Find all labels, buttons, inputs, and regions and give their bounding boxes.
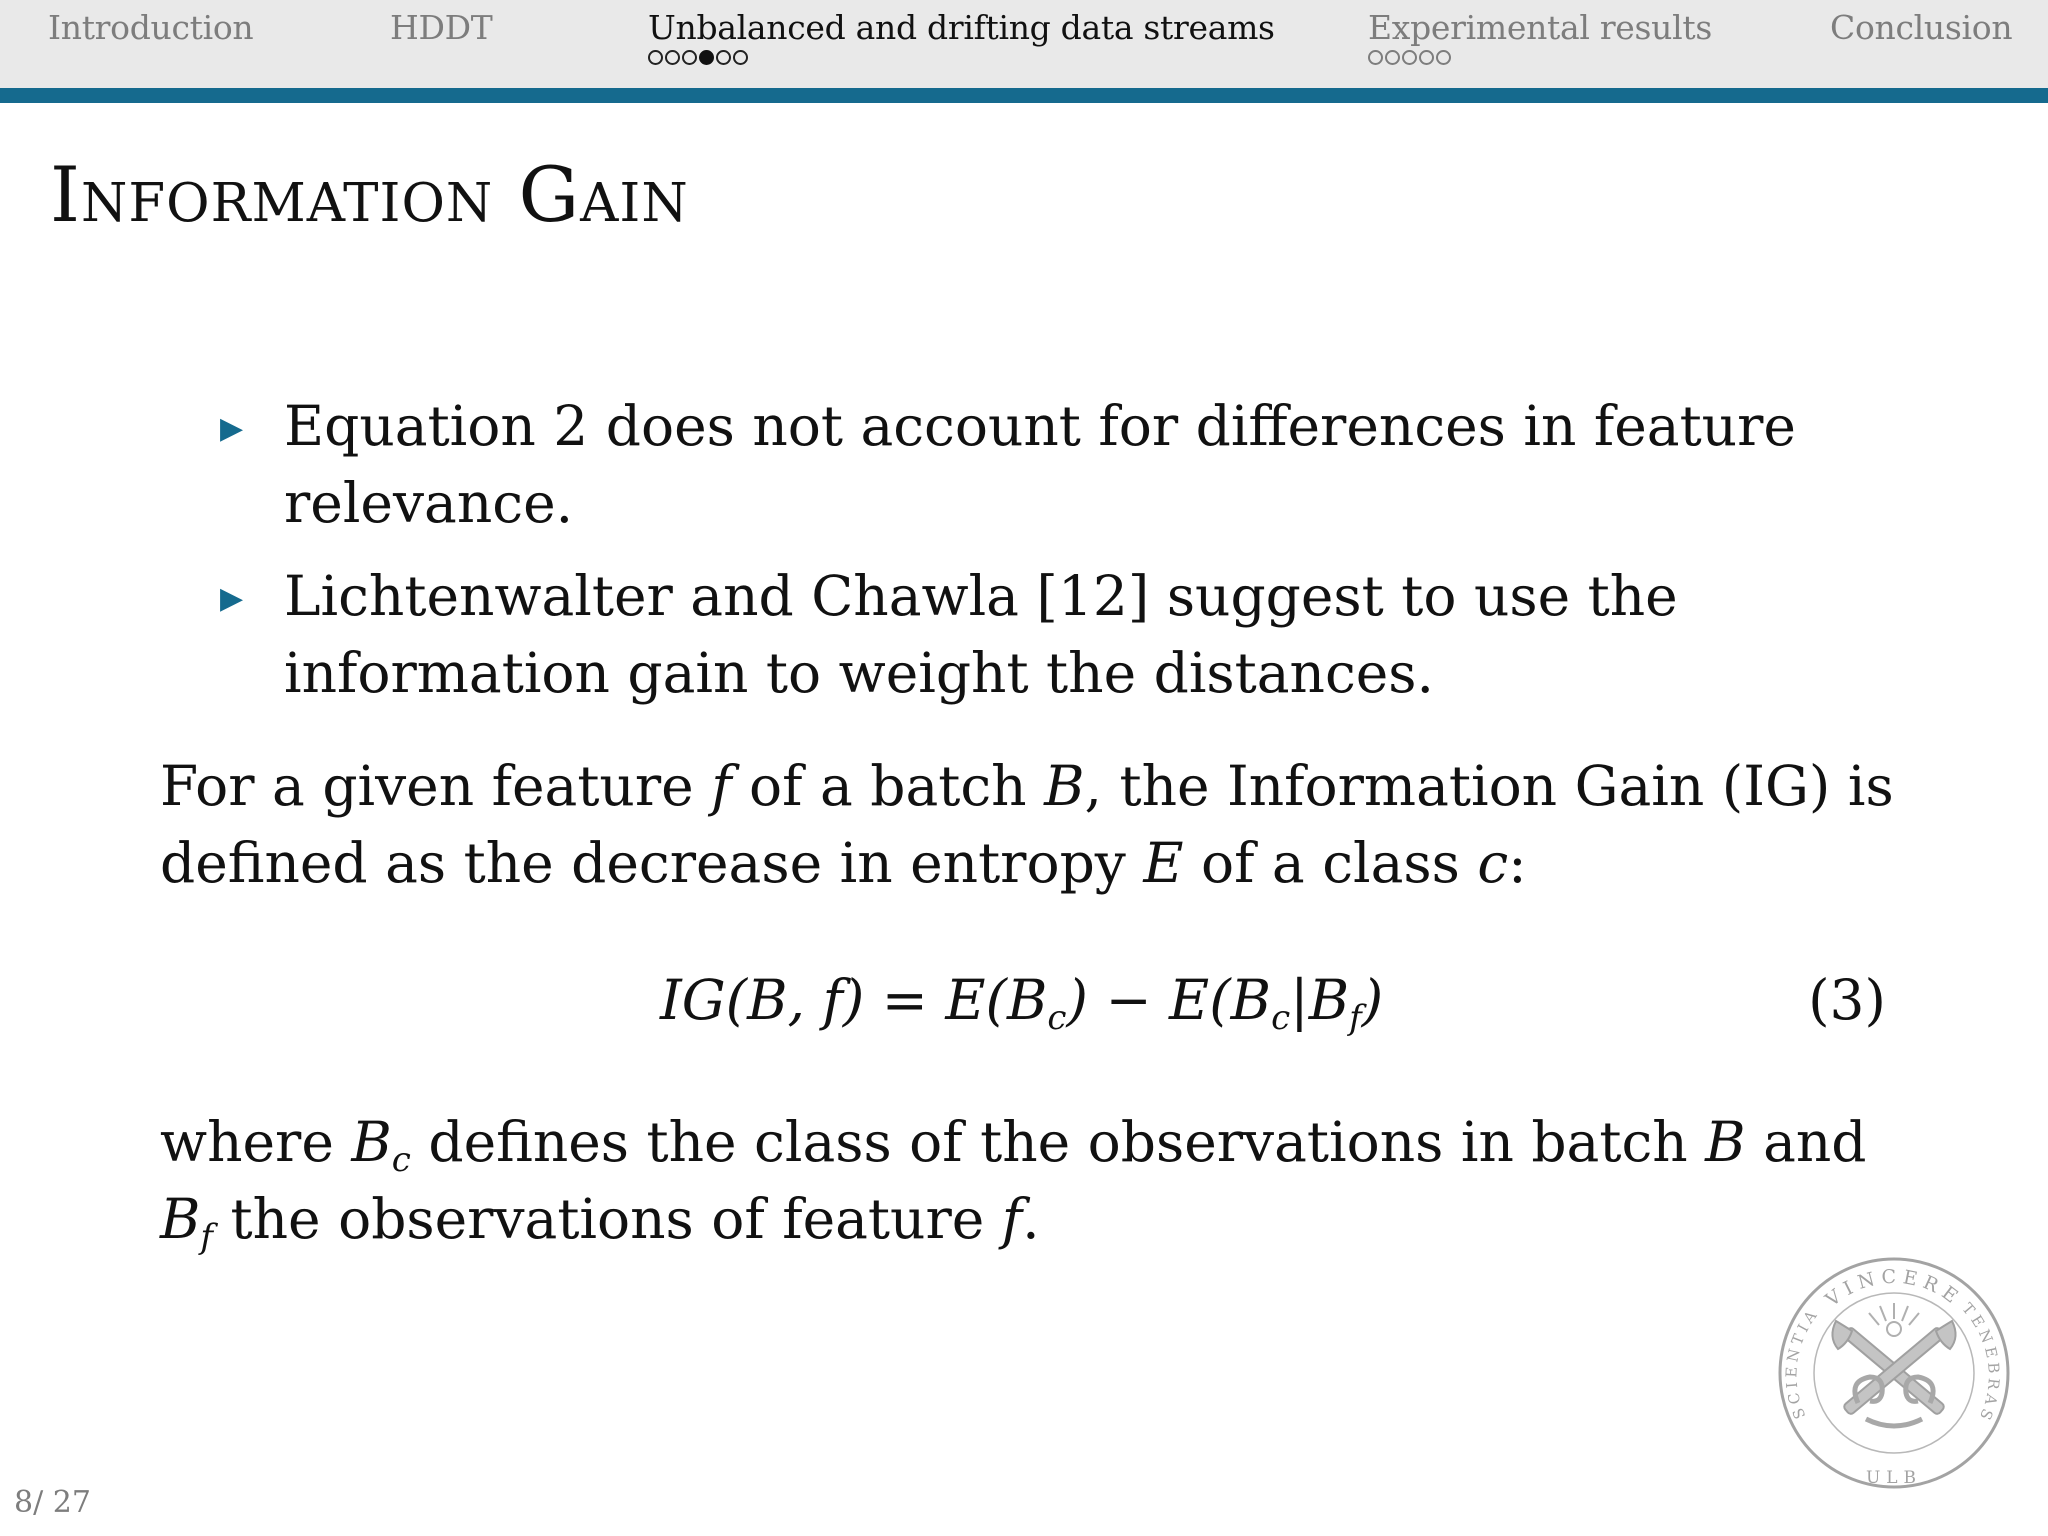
eq-part: IG [660,968,726,1032]
nav-section-label[interactable]: Introduction [48,8,254,47]
math-symbol-B: B [1044,754,1085,818]
subsection-dot[interactable] [1436,50,1451,65]
seal-motto-top: VINCERE [1821,1265,1967,1312]
information-gain-equation [660,960,1383,1040]
nav-section-conclusion[interactable] [1830,8,2012,47]
text-segment: the observations of feature [213,1187,1002,1251]
bullet-item [218,558,1838,712]
header-rule [0,88,2048,103]
eq-part: = [864,968,946,1032]
subsection-dot-current[interactable] [699,50,714,65]
text-segment: : [1508,831,1527,895]
text-segment: For a given feature [160,754,712,818]
nav-section-hddt[interactable] [390,8,493,47]
subsection-dot[interactable] [1385,50,1400,65]
nav-section-label[interactable]: Unbalanced and drifting data streams [648,8,1275,47]
bullet-text: Equation 2 does not account for differences in feature relevance. [284,394,1796,535]
eq-subscript: c [1271,998,1291,1039]
subsection-dot[interactable] [682,50,697,65]
text-segment: where [160,1110,352,1174]
bullet-list [218,388,1838,728]
triangle-bullet-icon: ▶ [220,581,244,616]
subsection-dots [648,50,1275,65]
equation-number: (3) [1808,968,1886,1032]
text-segment: . [1022,1187,1040,1251]
math-symbol-B: B [160,1187,201,1251]
math-symbol-B: B [1705,1110,1746,1174]
subsection-dot[interactable] [733,50,748,65]
definition-paragraph [160,748,1920,902]
math-symbol-f: f [711,754,732,818]
math-subscript-f: f [200,1217,214,1258]
bullet-text: Lichtenwalter and Chawla [12] suggest to use the information gain to weight the distances. [284,564,1678,705]
eq-part: |B [1290,968,1350,1032]
subsection-dot[interactable] [1419,50,1434,65]
seal-motto-left: SCIENTIA [1782,1303,1823,1422]
text-segment: of a class [1183,831,1478,895]
subsection-dot[interactable] [648,50,663,65]
nav-section-unbalanced-drifting[interactable] [648,8,1275,65]
eq-part: − [1087,968,1170,1032]
explanation-paragraph [160,1104,1920,1258]
nav-section-label[interactable]: Conclusion [1830,8,2013,47]
text-segment: and [1745,1110,1867,1174]
bullet-item [218,388,1838,542]
math-symbol-E: E [1143,831,1184,895]
seal-ulb-text: ULB [1865,1468,1923,1488]
text-segment: defines the class of the observations in batch [410,1110,1706,1174]
subsection-dot[interactable] [665,50,680,65]
subsection-dot[interactable] [1368,50,1383,65]
seal-motto-right: TENEBRAS [1958,1299,2003,1427]
eq-part: ) [1361,968,1384,1032]
math-symbol-B: B [351,1110,392,1174]
math-symbol-c: c [1477,831,1509,895]
nav-section-experimental-results[interactable] [1368,8,1712,65]
math-subscript-c: c [391,1140,411,1181]
eq-part: (B [1209,968,1272,1032]
nav-section-introduction[interactable] [48,8,253,47]
subsection-dots [1368,50,1712,65]
eq-part: (B [985,968,1048,1032]
eq-part: E [945,968,986,1032]
slide-title: Information Gain [50,150,689,239]
text-segment: , the Information Gain (IG) is defined as the decrease in entropy [160,754,1894,895]
eq-subscript: c [1047,998,1067,1039]
page-number: 8/ 27 [14,1485,91,1520]
ulb-seal-logo [1774,1253,2014,1493]
text-segment: of a batch [731,754,1045,818]
section-navigation-bar [0,0,2048,88]
subsection-dot[interactable] [716,50,731,65]
nav-section-label[interactable]: HDDT [390,8,493,47]
triangle-bullet-icon: ▶ [220,411,244,446]
eq-part: ) [1066,968,1088,1032]
eq-subscript: f [1349,998,1362,1039]
subsection-dot[interactable] [1402,50,1417,65]
eq-part: (B, f) [725,968,865,1032]
math-symbol-f: f [1001,1187,1023,1251]
equation-row [160,960,1886,1040]
eq-part: E [1169,968,1210,1032]
nav-section-label[interactable]: Experimental results [1368,8,1712,47]
